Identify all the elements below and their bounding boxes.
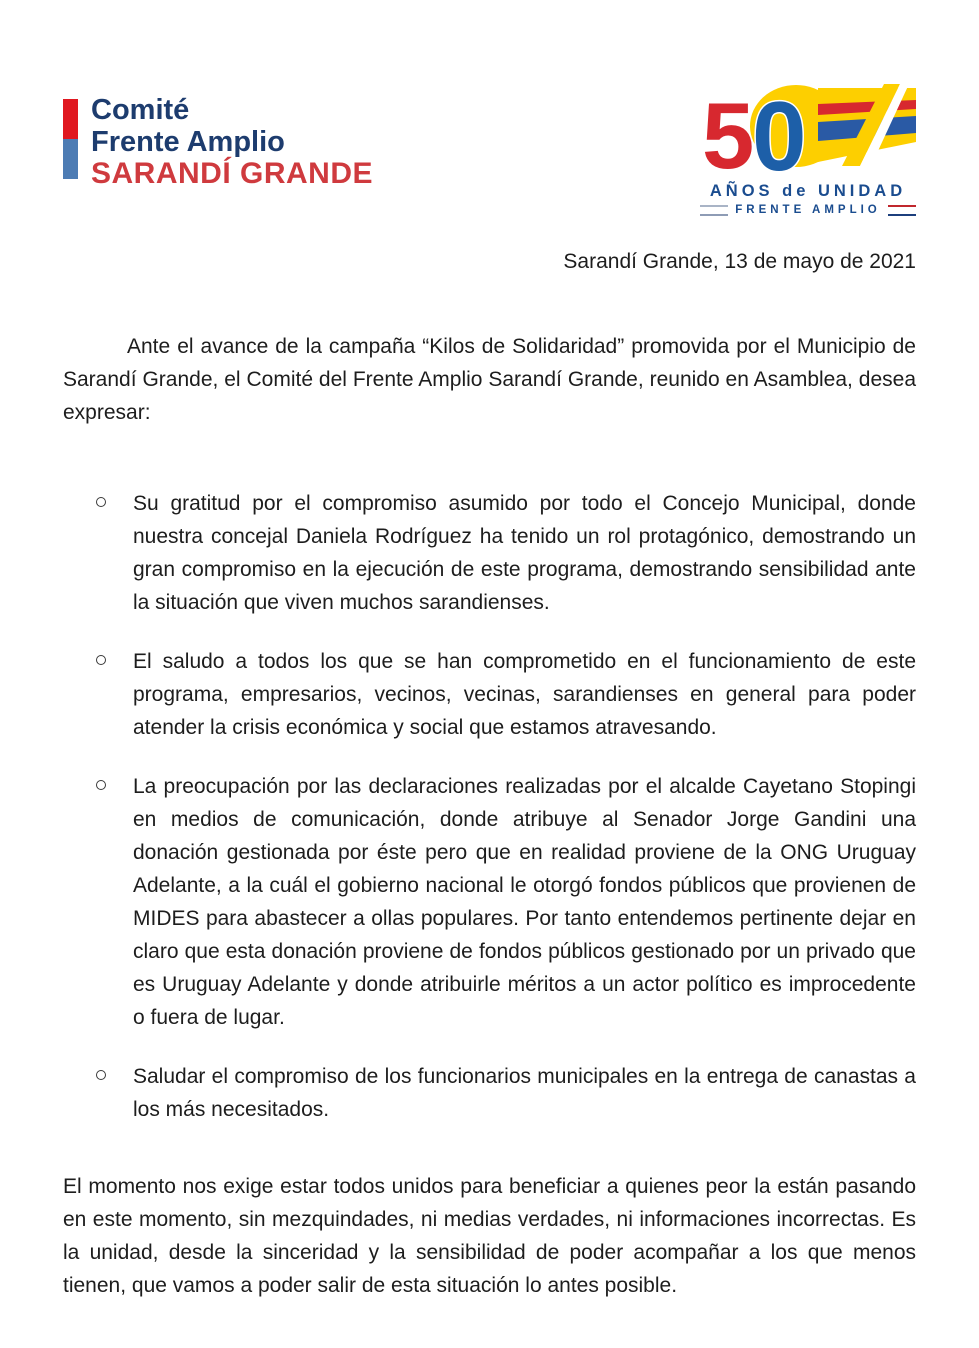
list-item: La preocupación por las declaraciones realizadas por el alcalde Cayetano Stopingi en medios de comunicación, donde atribuye al Senador Jorge Gandini una donación gestionada por éste pero que en realidad proviene de la ONG Uruguay Adelante, a la cuál el gobierno nacional le otorgó fondos públicos que provienen de MIDES para abastecer a ollas populares. Por tanto entendemos pertinente dejar en claro que esta donación proviene de fondos públicos gestionado por un privado que es Uruguay Adelante y donde atribuirle méritos a un actor político es improcedente o fuera de lugar.	[133, 770, 916, 1034]
anniversary-50-logo	[700, 84, 916, 216]
anniversary-caption: AÑOS de UNIDAD	[709, 182, 907, 200]
anniversary-subcaption: FRENTE AMPLIO	[735, 204, 881, 216]
brand-color-bar-icon	[63, 99, 78, 179]
list-item: Su gratitud por el compromiso asumido por todo el Concejo Municipal, donde nuestra concejal Daniela Rodríguez ha tenido un rol protagónico, demostrando un gran compromiso en la ejecución de este programa, demostrando sensibilidad ante la situación que viven muchos sarandienses.	[133, 487, 916, 619]
brand-line-sarandi-grande: SARANDÍ GRANDE	[91, 157, 374, 190]
flag-stripe-right-icon	[888, 205, 916, 216]
flag-stripe-left-icon	[700, 205, 728, 216]
digit-0: 0	[752, 84, 807, 180]
statement-list	[63, 487, 916, 1126]
intro-paragraph: Ante el avance de la campaña “Kilos de Solidaridad” promovida por el Municipio de Sarandí Grande, el Comité del Frente Amplio Sarandí Grande, reunido en Asamblea, desea expresar:	[63, 335, 916, 424]
anniversary-50-mark-icon	[700, 84, 916, 180]
list-item: Saludar el compromiso de los funcionarios municipales en la entrega de canastas a los más necesitados.	[133, 1060, 916, 1126]
closing-paragraph: El momento nos exige estar todos unidos para beneficiar a quienes peor la están pasando en este momento, sin mezquindades, ni medias verdades, ni informaciones incorrectas. Es la unidad, desde la sinceridad y la sensibilidad de poder acompañar a los que menos tienen, que vamos a poder salir de esta situación lo antes posible.	[63, 1175, 916, 1297]
fa-flag-icon	[818, 84, 916, 166]
digit-5: 5	[702, 84, 755, 180]
brand-line-comite: Comité	[91, 94, 190, 126]
brand-line-frente-amplio: Frente Amplio	[91, 126, 285, 158]
letterhead	[63, 84, 916, 218]
list-item: El saludo a todos los que se han comprometido en el funcionamiento de este programa, empresarios, vecinos, vecinas, sarandienses en general para poder atender la crisis económica y social que estamos atravesando.	[133, 645, 916, 744]
committee-logo	[63, 94, 373, 190]
date-line: Sarandí Grande, 13 de mayo de 2021	[563, 250, 916, 273]
